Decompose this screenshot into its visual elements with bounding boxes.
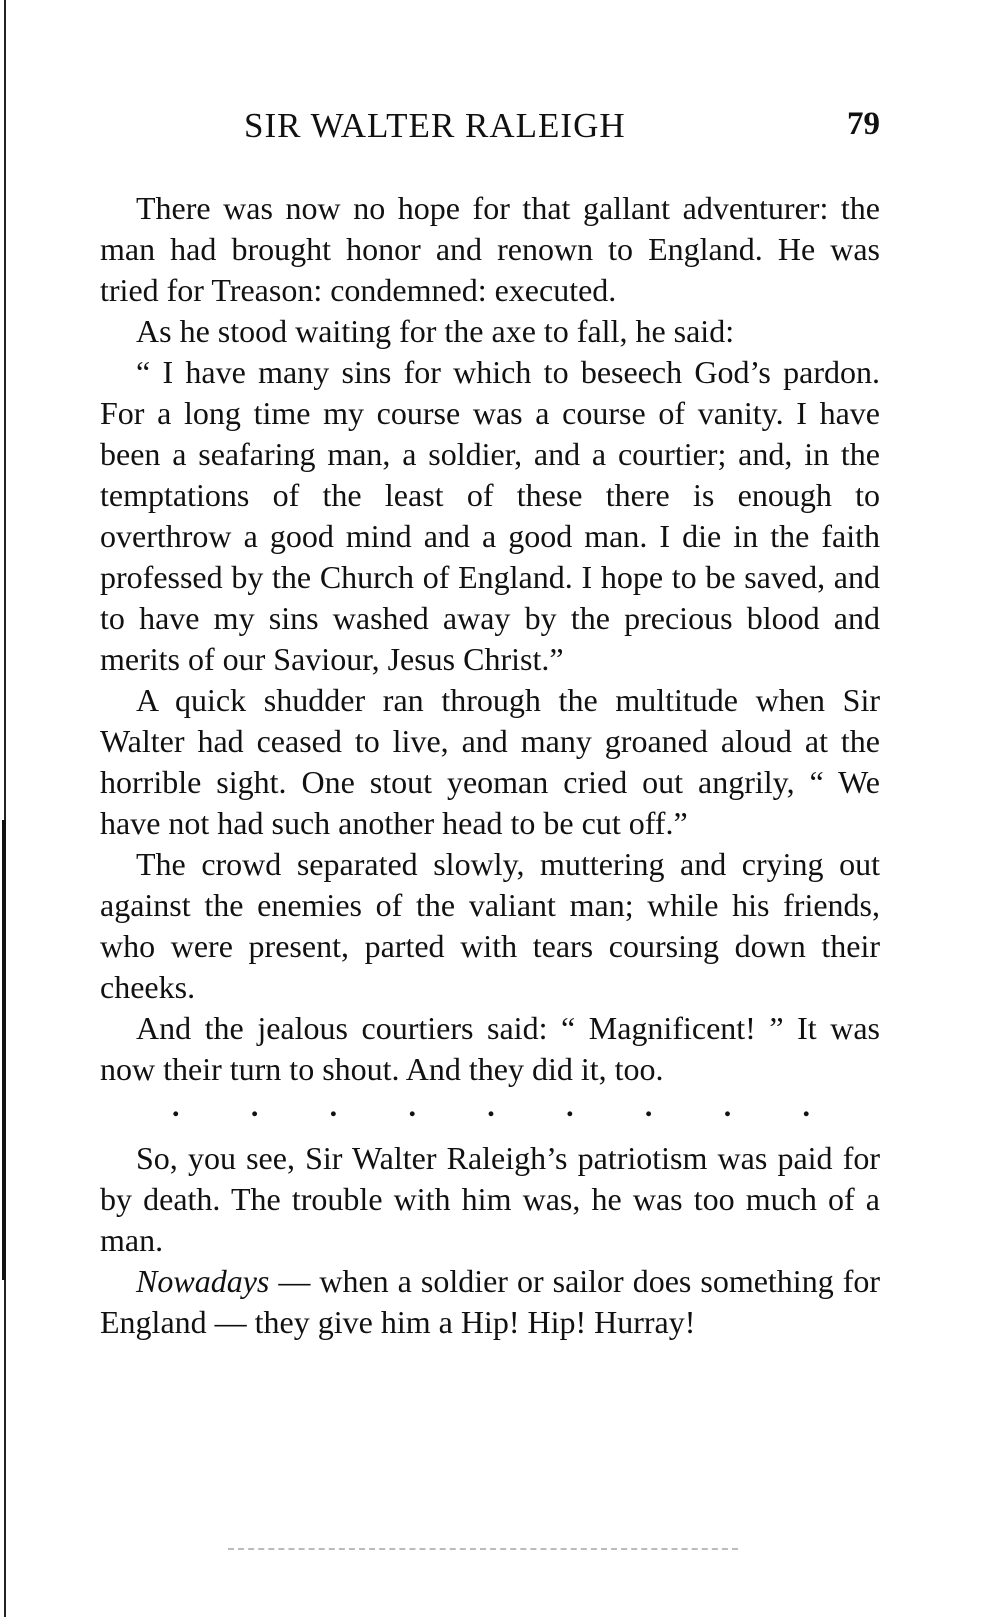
separator-dot: .: [172, 1090, 180, 1123]
separator-dot: .: [644, 1090, 653, 1123]
separator-dot: .: [408, 1090, 416, 1123]
separator-dot: .: [250, 1090, 259, 1123]
final-paragraph-text: — when a soldier or sailor does something for England — they give him a Hip! Hip! Hurray!: [100, 1263, 880, 1340]
paragraph-quote: “ I have many sins for which to beseech God’s pardon. For a long time my course was a course of vanity. I have been a seafaring man, a soldier, and a courtier; and, in the temptations of the least of these there is enough to overthrow a good mind and a good man. I die in the faith professed by the Church of England. I hope to be saved, and to have my sins washed away by the precious blood and merits of our Saviour, Jesus Christ.”: [100, 354, 880, 677]
running-header: [100, 98, 880, 148]
paragraph: There was now no hope for that gallant adventurer: the man had brought honor and renown to England. He was tried for Treason: condemned: executed.: [100, 190, 880, 308]
faint-bottom-marks: [228, 1548, 738, 1550]
italic-lead: Nowadays: [136, 1263, 270, 1299]
separator-dot: .: [487, 1090, 495, 1123]
page-body: [100, 188, 880, 1343]
paragraph: And the jealous courtiers said: “ Magnificent! ” It was now their turn to shout. And they did it, too.: [100, 1010, 880, 1087]
running-title: SIR WALTER RALEIGH: [244, 106, 626, 145]
paragraph: A quick shudder ran through the multitude when Sir Walter had ceased to live, and many groaned aloud at the horrible sight. One stout yeoman cried out angrily, “ We have not had such another head to be cut off.”: [100, 682, 880, 841]
final-paragraph: [100, 1261, 880, 1343]
paragraph: As he stood waiting for the axe to fall, he said:: [136, 313, 735, 349]
separator-dot: .: [329, 1090, 338, 1123]
separator-dot: .: [566, 1090, 574, 1123]
paragraph: The crowd separated slowly, muttering and crying out against the enemies of the valiant man; while his friends, who were present, parted with tears coursing down their cheeks.: [100, 846, 880, 1005]
paragraph: So, you see, Sir Walter Raleigh’s patriotism was paid for by death. The trouble with him was, he was too much of a man.: [100, 1140, 880, 1258]
page-number: 79: [847, 106, 880, 142]
section-separator: [100, 1090, 880, 1138]
page-spine-shadow: [2, 820, 6, 1280]
page-spine-edge: [4, 0, 6, 1617]
separator-dot: .: [802, 1090, 810, 1123]
separator-dot: .: [723, 1090, 732, 1123]
